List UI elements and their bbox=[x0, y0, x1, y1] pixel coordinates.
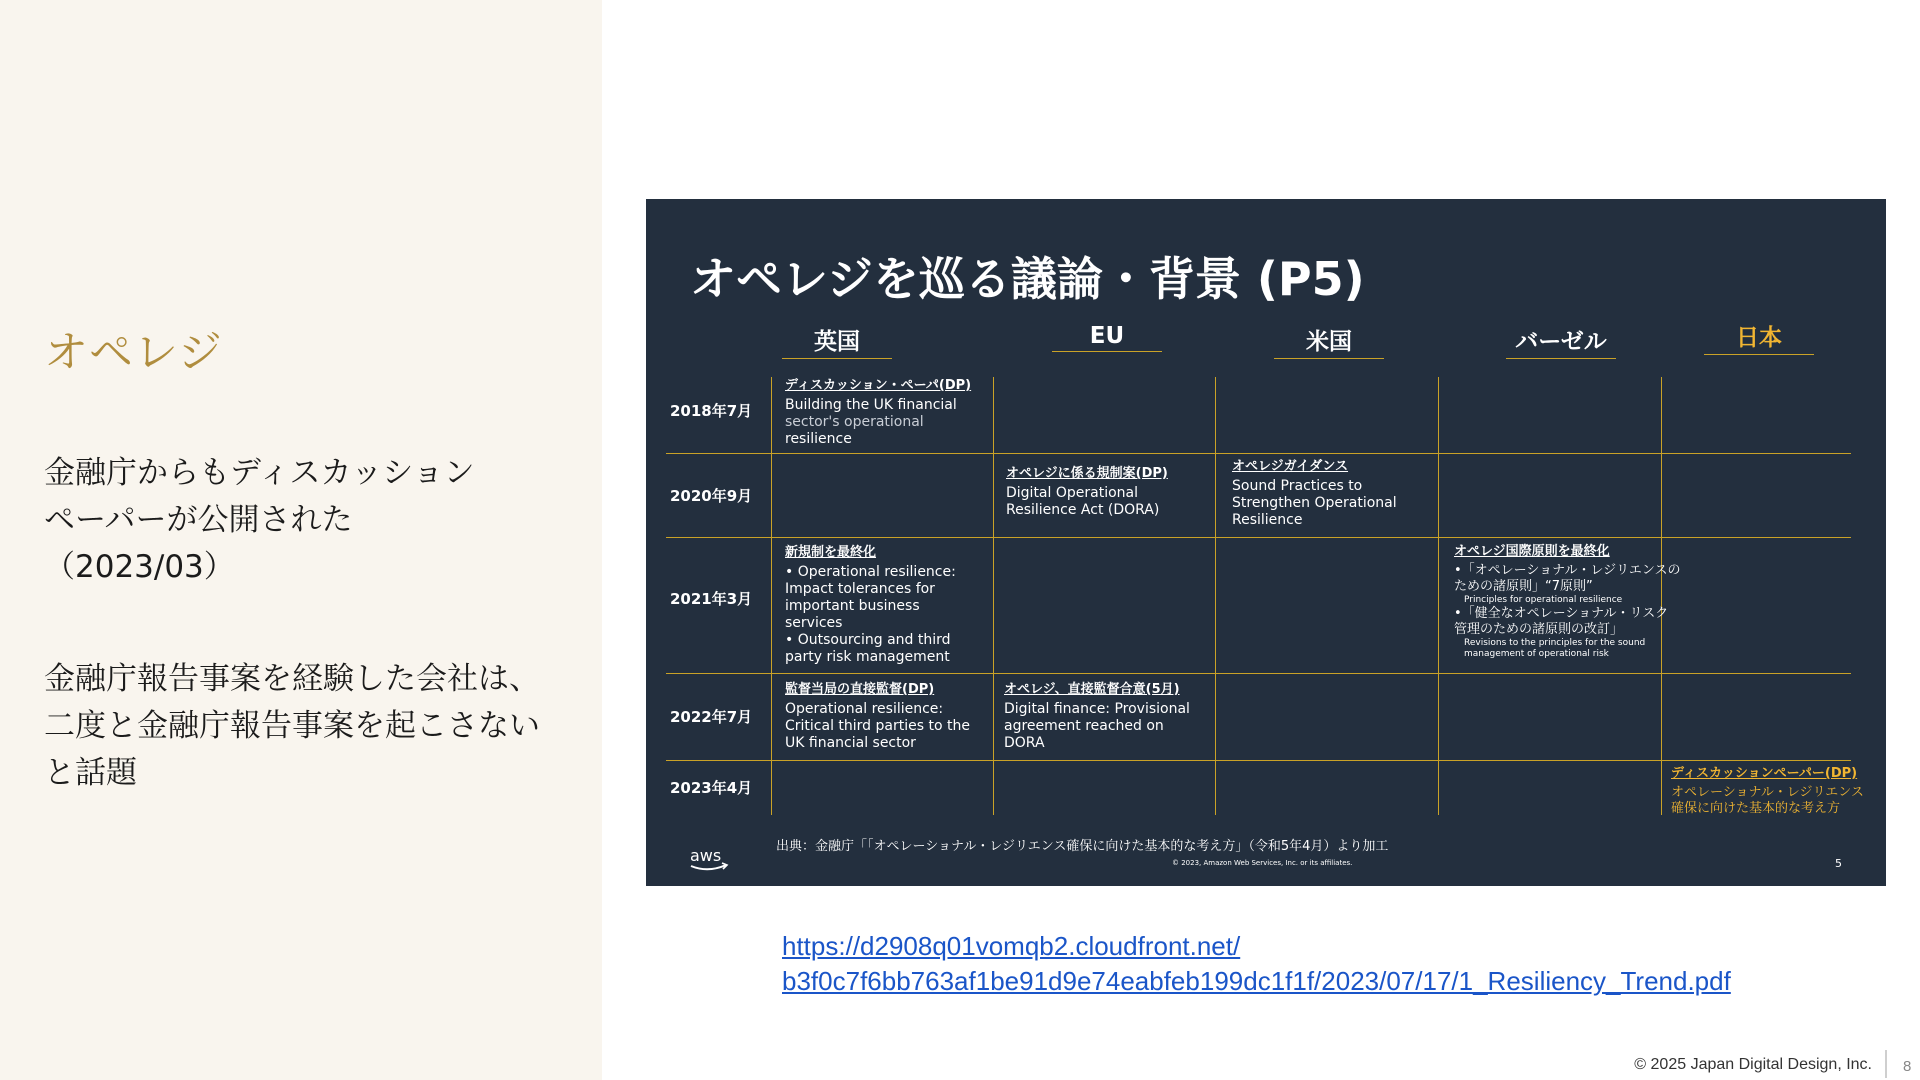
footer-divider bbox=[1885, 1050, 1887, 1078]
cell-japan-2023 bbox=[1671, 766, 1864, 817]
cell-title: ディスカッション・ペーパ(DP) bbox=[785, 378, 972, 393]
cell-line: UK financial sector bbox=[785, 735, 916, 751]
cell-us-2020 bbox=[1232, 458, 1397, 529]
cell-line: resilience bbox=[785, 431, 852, 447]
cell-line: Strengthen Operational bbox=[1232, 495, 1397, 511]
column-header-japan: 日本 bbox=[1704, 319, 1814, 355]
cell-title: オペレジ国際原則を最終化 bbox=[1454, 544, 1610, 559]
reference-link[interactable] bbox=[782, 929, 1731, 999]
cell-small-note: management of operational risk bbox=[1464, 649, 1609, 659]
cell-line: DORA bbox=[1004, 735, 1045, 751]
section-title: オペレジ bbox=[44, 327, 223, 378]
grid-line bbox=[666, 673, 1851, 674]
cell-title: 新規制を最終化 bbox=[785, 545, 877, 560]
cell-basel-2021 bbox=[1454, 544, 1681, 660]
cell-line: • Outsourcing and third bbox=[785, 632, 951, 648]
cell-line: ための諸原則」“7原則” bbox=[1454, 579, 1593, 594]
cell-title: 監督当局の直接監督(DP) bbox=[785, 682, 935, 697]
reference-link-line[interactable]: b3f0c7f6bb763af1be91d9e74eabfeb199dc1f1f/2023/07/17/1_Resiliency_Trend.pdf bbox=[782, 966, 1731, 996]
cell-line: Operational resilience: bbox=[785, 701, 944, 717]
row-label-2018: 2018年7月 bbox=[670, 402, 753, 420]
cell-line: Impact tolerances for bbox=[785, 581, 935, 597]
cell-line: •「オペレーショナル・レジリエンスの bbox=[1454, 563, 1681, 578]
slide-source-note: 出典：金融庁「「オペレーショナル・レジリエンス確保に向けた基本的な考え方」（令和5年4月）より加工 bbox=[776, 839, 1389, 854]
column-header-us: 米国 bbox=[1274, 323, 1384, 359]
left-panel bbox=[0, 0, 602, 1080]
cell-line: agreement reached on bbox=[1004, 718, 1164, 734]
paragraph-line: 金融庁報告事案を経験した会社は、 bbox=[44, 661, 540, 697]
cell-line: important business bbox=[785, 598, 920, 614]
cell-line: Sound Practices to bbox=[1232, 478, 1363, 494]
paragraph-line: 金融庁からもディスカッション bbox=[44, 455, 475, 491]
cell-title: オペレジに係る規制案(DP) bbox=[1006, 466, 1168, 481]
cell-small-note: Revisions to the principles for the sound bbox=[1464, 638, 1646, 648]
grid-line bbox=[666, 760, 1851, 761]
cell-title: オペレジガイダンス bbox=[1232, 459, 1349, 474]
paragraph-discussion-paper bbox=[44, 450, 574, 591]
row-label-2023: 2023年4月 bbox=[670, 779, 753, 797]
paragraph-line: と話題 bbox=[44, 755, 137, 791]
embedded-slide bbox=[646, 199, 1886, 886]
paragraph-incident-note bbox=[44, 656, 574, 797]
cell-uk-2018 bbox=[785, 377, 971, 448]
paragraph-line: ペーパーが公開された bbox=[44, 502, 353, 538]
aws-logo bbox=[688, 845, 732, 875]
cell-line: Critical third parties to the bbox=[785, 718, 970, 734]
grid-line bbox=[1215, 377, 1216, 815]
row-label-2022: 2022年7月 bbox=[670, 708, 753, 726]
paragraph-line: （2023/03） bbox=[44, 549, 235, 585]
grid-line bbox=[771, 377, 772, 815]
cell-line: Digital Operational bbox=[1006, 485, 1138, 501]
cell-uk-2022 bbox=[785, 681, 970, 752]
cell-line: party risk management bbox=[785, 649, 950, 665]
cell-line: Building the UK financial bbox=[785, 397, 957, 413]
grid-line bbox=[666, 537, 1851, 538]
grid-line bbox=[993, 377, 994, 815]
cell-small-note: Principles for operational resilience bbox=[1464, 595, 1623, 605]
cell-line: •「健全なオペレーショナル・リスク bbox=[1454, 606, 1669, 621]
column-header-uk: 英国 bbox=[782, 323, 892, 359]
cell-line: sector's operational bbox=[785, 414, 924, 430]
paragraph-line: 二度と金融庁報告事案を起こさない bbox=[44, 708, 540, 744]
cell-eu-2022 bbox=[1004, 681, 1190, 752]
aws-logo-text: aws bbox=[690, 846, 722, 865]
cell-line: Resilience Act (DORA) bbox=[1006, 502, 1160, 518]
grid-line bbox=[1438, 377, 1439, 815]
cell-line: Digital finance: Provisional bbox=[1004, 701, 1190, 717]
cell-line: オペレーショナル・レジリエンス bbox=[1671, 785, 1864, 800]
cell-line: 確保に向けた基本的な考え方 bbox=[1671, 801, 1841, 816]
cell-line: Resilience bbox=[1232, 512, 1303, 528]
cell-line: 管理のための諸原則の改訂」 bbox=[1454, 622, 1624, 637]
row-label-2020: 2020年9月 bbox=[670, 487, 753, 505]
cell-title: オペレジ、直接監督合意(5月) bbox=[1004, 682, 1180, 697]
cell-line: • Operational resilience: bbox=[785, 564, 956, 580]
footer-page-number: 8 bbox=[1903, 1058, 1912, 1075]
slide-page-number: 5 bbox=[1835, 857, 1842, 870]
cell-title: ディスカッションペーパー(DP) bbox=[1671, 766, 1858, 781]
cell-eu-2020 bbox=[1006, 465, 1168, 519]
footer-copyright: © 2025 Japan Digital Design, Inc. bbox=[1634, 1056, 1872, 1073]
cell-uk-2021 bbox=[785, 544, 956, 666]
grid-line bbox=[666, 453, 1851, 454]
reference-link-line[interactable]: https://d2908q01vomqb2.cloudfront.net/ bbox=[782, 931, 1241, 961]
column-header-basel: バーゼル bbox=[1506, 323, 1616, 359]
column-header-eu: EU bbox=[1052, 323, 1162, 352]
slide-title: オペレジを巡る議論・背景 (P5) bbox=[690, 252, 1365, 306]
slide-copyright: © 2023, Amazon Web Services, Inc. or its affiliates. bbox=[1172, 859, 1353, 867]
cell-line: services bbox=[785, 615, 843, 631]
row-label-2021: 2021年3月 bbox=[670, 590, 753, 608]
